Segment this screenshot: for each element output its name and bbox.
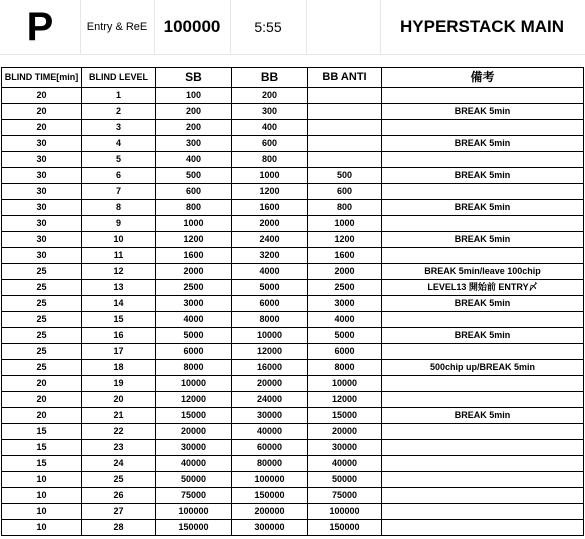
blind-level-cell: 23 — [82, 440, 156, 456]
bb-cell: 8000 — [232, 312, 308, 328]
sb-cell: 8000 — [156, 360, 232, 376]
note-cell — [382, 456, 584, 472]
bb-ante-cell: 30000 — [308, 440, 382, 456]
bb-cell: 800 — [232, 152, 308, 168]
bb-ante-cell: 50000 — [308, 472, 382, 488]
blind-level-cell: 26 — [82, 488, 156, 504]
blind-level-cell: 1 — [82, 88, 156, 104]
table-row — [2, 120, 584, 136]
bb-cell: 20000 — [232, 376, 308, 392]
divider — [0, 54, 585, 55]
bb-ante-cell — [308, 136, 382, 152]
sb-cell: 400 — [156, 152, 232, 168]
sb-cell: 2000 — [156, 264, 232, 280]
table-row — [2, 520, 584, 536]
table-row — [2, 168, 584, 184]
bb-cell: 12000 — [232, 344, 308, 360]
sb-cell: 6000 — [156, 344, 232, 360]
divider — [80, 0, 81, 54]
sb-cell: 5000 — [156, 328, 232, 344]
bb-ante-cell: 150000 — [308, 520, 382, 536]
table-row — [2, 376, 584, 392]
blind-time-cell: 10 — [2, 520, 82, 536]
column-header-blind-time: BLIND TIME[min] — [2, 68, 82, 88]
note-cell — [382, 216, 584, 232]
table-row — [2, 440, 584, 456]
table-row — [2, 248, 584, 264]
blind-level-cell: 24 — [82, 456, 156, 472]
note-cell: BREAK 5min — [382, 296, 584, 312]
table-row — [2, 104, 584, 120]
blind-time-cell: 30 — [2, 168, 82, 184]
note-cell: BREAK 5min — [382, 168, 584, 184]
note-cell: LEVEL13 開始前 ENTRY〆 — [382, 280, 584, 296]
table-row — [2, 280, 584, 296]
bb-ante-cell — [308, 152, 382, 168]
bb-cell: 200 — [232, 88, 308, 104]
blind-level-cell: 14 — [82, 296, 156, 312]
blind-time-cell: 25 — [2, 280, 82, 296]
sb-cell: 10000 — [156, 376, 232, 392]
blind-time-cell: 30 — [2, 136, 82, 152]
table-row — [2, 408, 584, 424]
sb-cell: 800 — [156, 200, 232, 216]
sb-cell: 50000 — [156, 472, 232, 488]
note-cell — [382, 392, 584, 408]
table-row — [2, 488, 584, 504]
bb-ante-cell: 8000 — [308, 360, 382, 376]
bb-cell: 10000 — [232, 328, 308, 344]
sb-cell: 150000 — [156, 520, 232, 536]
table-row — [2, 136, 584, 152]
blind-time-cell: 20 — [2, 408, 82, 424]
bb-cell: 5000 — [232, 280, 308, 296]
column-header-blind-level: BLIND LEVEL — [82, 68, 156, 88]
sb-cell: 40000 — [156, 456, 232, 472]
bb-ante-cell: 500 — [308, 168, 382, 184]
sb-cell: 1000 — [156, 216, 232, 232]
table-row — [2, 344, 584, 360]
blind-level-cell: 12 — [82, 264, 156, 280]
note-cell: BREAK 5min — [382, 136, 584, 152]
blind-time-cell: 20 — [2, 392, 82, 408]
note-cell — [382, 488, 584, 504]
table-row — [2, 472, 584, 488]
bb-ante-cell — [308, 88, 382, 104]
blind-time-cell: 20 — [2, 120, 82, 136]
table-row — [2, 200, 584, 216]
blind-level-cell: 4 — [82, 136, 156, 152]
blind-level-cell: 18 — [82, 360, 156, 376]
table-row — [2, 392, 584, 408]
bb-cell: 1000 — [232, 168, 308, 184]
bb-cell: 80000 — [232, 456, 308, 472]
sb-cell: 15000 — [156, 408, 232, 424]
bb-ante-cell: 2000 — [308, 264, 382, 280]
bb-ante-cell: 12000 — [308, 392, 382, 408]
note-cell — [382, 184, 584, 200]
note-cell — [382, 152, 584, 168]
blind-level-cell: 5 — [82, 152, 156, 168]
bb-cell: 24000 — [232, 392, 308, 408]
blind-time-cell: 30 — [2, 184, 82, 200]
bb-ante-cell: 20000 — [308, 424, 382, 440]
table-row — [2, 88, 584, 104]
bb-ante-cell: 800 — [308, 200, 382, 216]
sb-cell: 100000 — [156, 504, 232, 520]
blind-time-cell: 30 — [2, 232, 82, 248]
bb-ante-cell: 1600 — [308, 248, 382, 264]
bb-ante-cell — [308, 104, 382, 120]
note-cell: BREAK 5min — [382, 200, 584, 216]
sb-cell: 2500 — [156, 280, 232, 296]
divider — [154, 0, 155, 54]
blind-time-cell: 20 — [2, 104, 82, 120]
blind-time-cell: 25 — [2, 312, 82, 328]
note-cell: BREAK 5min — [382, 408, 584, 424]
note-cell — [382, 88, 584, 104]
bb-ante-cell: 1200 — [308, 232, 382, 248]
column-header-bb: BB — [232, 68, 308, 88]
blind-time-cell: 30 — [2, 248, 82, 264]
table-row — [2, 424, 584, 440]
blind-level-cell: 20 — [82, 392, 156, 408]
sb-cell: 3000 — [156, 296, 232, 312]
bb-ante-cell: 5000 — [308, 328, 382, 344]
bb-cell: 200000 — [232, 504, 308, 520]
blind-level-cell: 22 — [82, 424, 156, 440]
table-row — [2, 296, 584, 312]
blind-level-cell: 8 — [82, 200, 156, 216]
bb-ante-cell: 4000 — [308, 312, 382, 328]
bb-cell: 300 — [232, 104, 308, 120]
blind-level-cell: 6 — [82, 168, 156, 184]
table-row — [2, 216, 584, 232]
blind-level-cell: 13 — [82, 280, 156, 296]
blind-time-cell: 30 — [2, 216, 82, 232]
blind-level-cell: 25 — [82, 472, 156, 488]
divider — [306, 0, 307, 54]
table-body — [2, 88, 584, 536]
blind-time-cell: 30 — [2, 200, 82, 216]
starting-stack: 100000 — [163, 17, 221, 36]
column-header-notes: 備考 — [382, 68, 584, 88]
table-row — [2, 184, 584, 200]
note-cell: 500chip up/BREAK 5min — [382, 360, 584, 376]
bb-cell: 1200 — [232, 184, 308, 200]
blind-level-cell: 21 — [82, 408, 156, 424]
bb-cell: 400 — [232, 120, 308, 136]
page-title: HYPERSTACK MAIN — [399, 17, 565, 36]
note-cell — [382, 120, 584, 136]
note-cell — [382, 504, 584, 520]
table-row — [2, 504, 584, 520]
sb-cell: 75000 — [156, 488, 232, 504]
blind-time-cell: 30 — [2, 152, 82, 168]
blind-level-cell: 3 — [82, 120, 156, 136]
blind-time-cell: 20 — [2, 376, 82, 392]
bb-cell: 16000 — [232, 360, 308, 376]
divider — [380, 0, 381, 54]
table-row — [2, 152, 584, 168]
logo: P — [26, 4, 54, 49]
blind-schedule-table — [1, 67, 584, 536]
sb-cell: 20000 — [156, 424, 232, 440]
column-header-bb-ante: BB ANTI — [308, 68, 382, 88]
bb-ante-cell — [308, 120, 382, 136]
blind-time-cell: 10 — [2, 504, 82, 520]
sb-cell: 200 — [156, 120, 232, 136]
sb-cell: 200 — [156, 104, 232, 120]
blind-level-cell: 9 — [82, 216, 156, 232]
blind-time-cell: 15 — [2, 456, 82, 472]
bb-cell: 3200 — [232, 248, 308, 264]
sb-cell: 30000 — [156, 440, 232, 456]
bb-cell: 2400 — [232, 232, 308, 248]
blind-level-cell: 11 — [82, 248, 156, 264]
sb-cell: 600 — [156, 184, 232, 200]
blind-time-cell: 20 — [2, 88, 82, 104]
bb-ante-cell: 6000 — [308, 344, 382, 360]
bb-ante-cell: 75000 — [308, 488, 382, 504]
table-row — [2, 360, 584, 376]
note-cell — [382, 312, 584, 328]
bb-cell: 150000 — [232, 488, 308, 504]
table-row — [2, 456, 584, 472]
divider — [230, 0, 231, 54]
note-cell: BREAK 5min — [382, 104, 584, 120]
entry-label: Entry & ReE — [86, 21, 148, 33]
blind-level-cell: 17 — [82, 344, 156, 360]
bb-cell: 30000 — [232, 408, 308, 424]
note-cell — [382, 424, 584, 440]
blind-level-cell: 16 — [82, 328, 156, 344]
sb-cell: 4000 — [156, 312, 232, 328]
blind-level-cell: 7 — [82, 184, 156, 200]
blind-time-cell: 25 — [2, 360, 82, 376]
bb-cell: 100000 — [232, 472, 308, 488]
blind-level-cell: 28 — [82, 520, 156, 536]
blind-time-cell: 10 — [2, 472, 82, 488]
blind-time-cell: 25 — [2, 296, 82, 312]
bb-ante-cell: 1000 — [308, 216, 382, 232]
blind-level-cell: 2 — [82, 104, 156, 120]
column-header-sb: SB — [156, 68, 232, 88]
blind-time-cell: 15 — [2, 424, 82, 440]
table-row — [2, 312, 584, 328]
bb-cell: 60000 — [232, 440, 308, 456]
bb-cell: 40000 — [232, 424, 308, 440]
note-cell — [382, 472, 584, 488]
bb-ante-cell: 40000 — [308, 456, 382, 472]
blind-level-cell: 19 — [82, 376, 156, 392]
bb-ante-cell: 15000 — [308, 408, 382, 424]
sb-cell: 1200 — [156, 232, 232, 248]
bb-cell: 1600 — [232, 200, 308, 216]
blind-level-cell: 15 — [82, 312, 156, 328]
bb-cell: 6000 — [232, 296, 308, 312]
bb-cell: 300000 — [232, 520, 308, 536]
note-cell — [382, 376, 584, 392]
blind-time-cell: 25 — [2, 264, 82, 280]
bb-ante-cell: 3000 — [308, 296, 382, 312]
sb-cell: 100 — [156, 88, 232, 104]
table-row — [2, 328, 584, 344]
blind-level-cell: 10 — [82, 232, 156, 248]
bb-ante-cell: 100000 — [308, 504, 382, 520]
note-cell — [382, 248, 584, 264]
table-row — [2, 232, 584, 248]
bb-cell: 4000 — [232, 264, 308, 280]
note-cell: BREAK 5min/leave 100chip — [382, 264, 584, 280]
table-row — [2, 264, 584, 280]
bb-ante-cell: 2500 — [308, 280, 382, 296]
blind-level-cell: 27 — [82, 504, 156, 520]
bb-cell: 2000 — [232, 216, 308, 232]
note-cell — [382, 440, 584, 456]
bb-cell: 600 — [232, 136, 308, 152]
blind-time-cell: 25 — [2, 344, 82, 360]
table-header-row — [2, 68, 584, 88]
blind-time-cell: 25 — [2, 328, 82, 344]
header — [0, 0, 585, 66]
sb-cell: 500 — [156, 168, 232, 184]
bb-ante-cell: 10000 — [308, 376, 382, 392]
sb-cell: 12000 — [156, 392, 232, 408]
note-cell — [382, 344, 584, 360]
note-cell: BREAK 5min — [382, 328, 584, 344]
time-display: 5:55 — [254, 19, 282, 35]
bb-ante-cell: 600 — [308, 184, 382, 200]
note-cell: BREAK 5min — [382, 232, 584, 248]
blind-time-cell: 15 — [2, 440, 82, 456]
sb-cell: 300 — [156, 136, 232, 152]
sb-cell: 1600 — [156, 248, 232, 264]
blind-time-cell: 10 — [2, 488, 82, 504]
note-cell — [382, 520, 584, 536]
